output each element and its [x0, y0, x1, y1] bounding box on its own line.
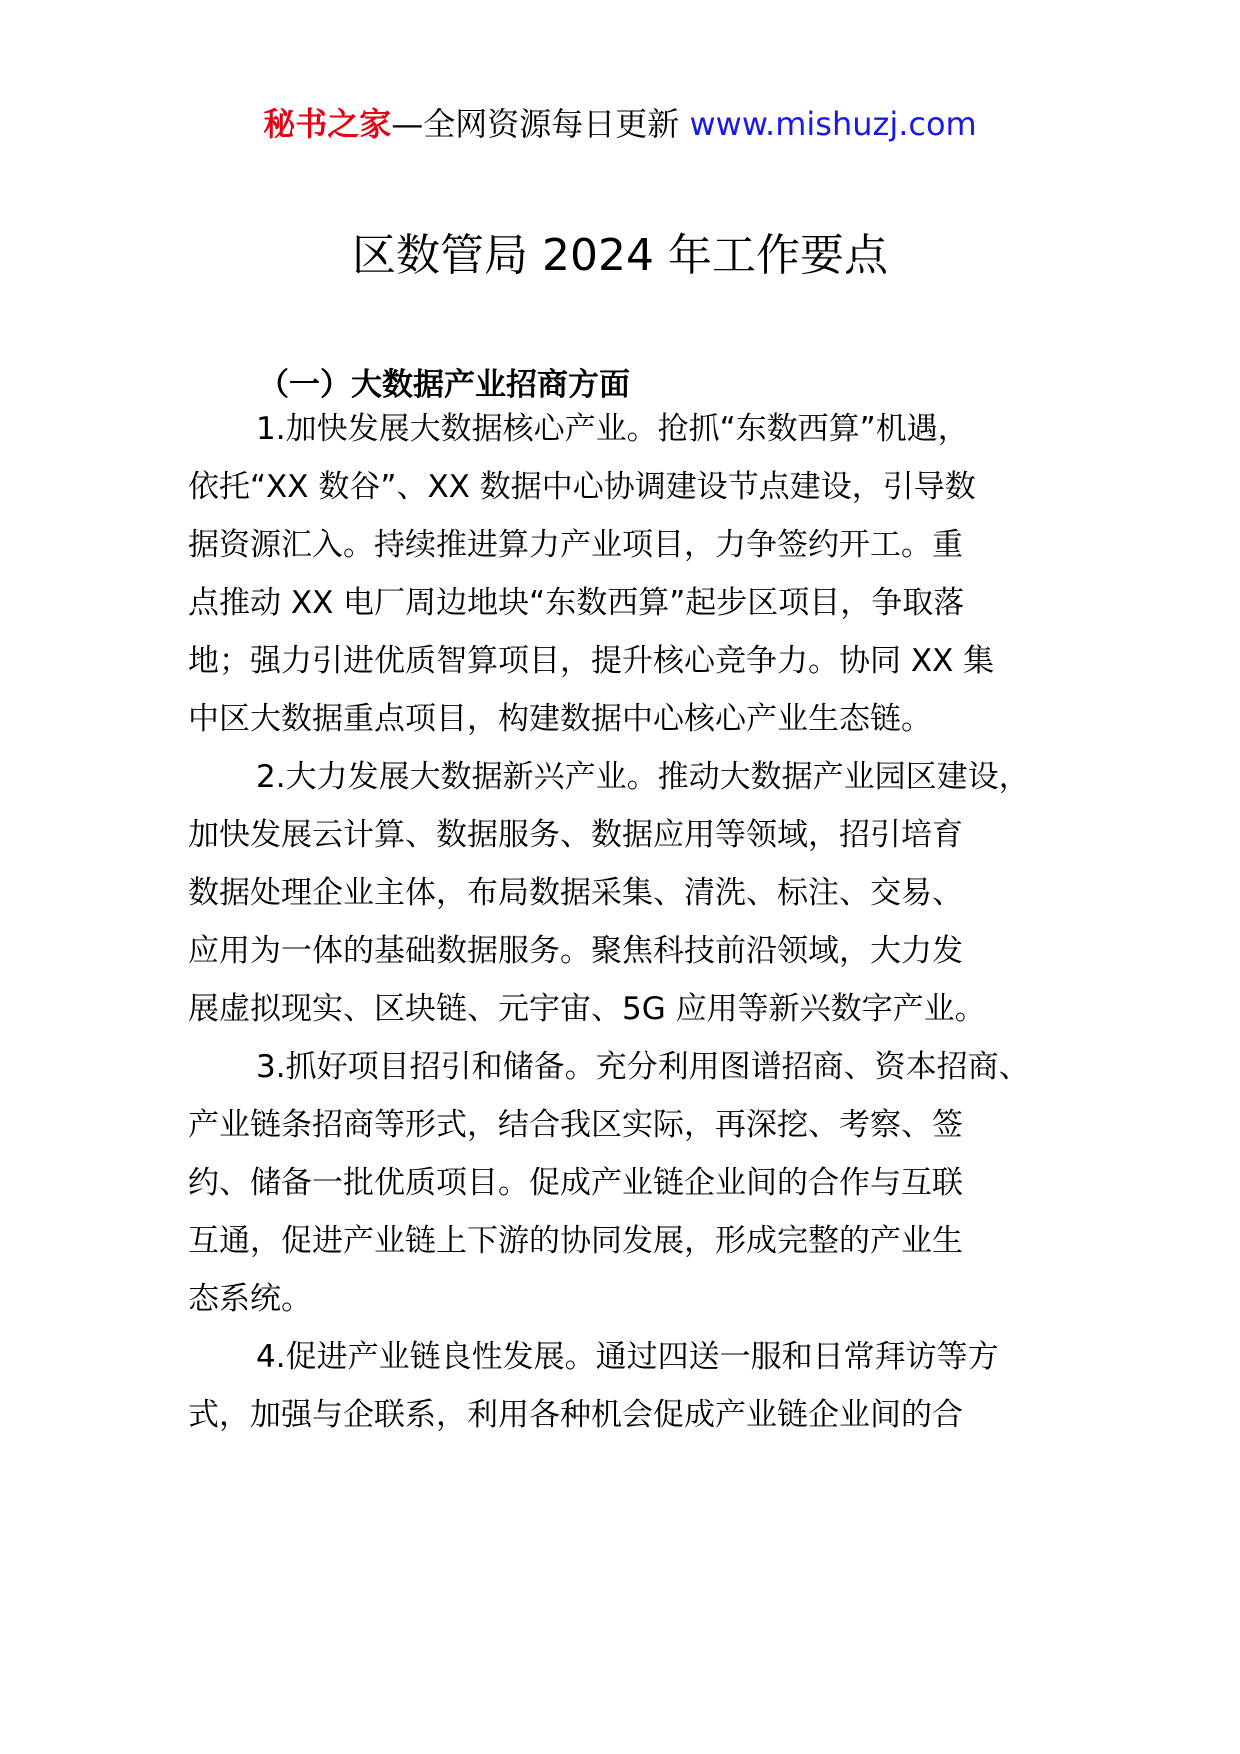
paragraph-2-line-1: 2.大力发展大数据新兴产业。推动大数据产业园区建设， [256, 759, 1030, 795]
paragraph-1-line-6: 中区大数据重点项目，构建数据中心核心产业生态链。 [188, 701, 932, 737]
paragraph-2-line-4: 应用为一体的基础数据服务。聚焦科技前沿领域，大力发 [188, 933, 963, 969]
paragraph-1-line-1: 1.加快发展大数据核心产业。抢抓“东数西算”机遇， [256, 411, 969, 447]
paragraph-4-line-2: 式，加强与企联系，利用各种机会促成产业链企业间的合 [188, 1397, 963, 1433]
paragraph-2-line-3: 数据处理企业主体，布局数据采集、清洗、标注、交易、 [188, 875, 963, 911]
paragraph-3-line-4: 互通，促进产业链上下游的协同发展，形成完整的产业生 [188, 1223, 963, 1259]
site-slogan: —全网资源每日更新 [391, 105, 690, 143]
paragraph-1-line-2: 依托“XX 数谷”、XX 数据中心协调建设节点建设，引导数 [188, 469, 976, 505]
site-url-link[interactable]: www.mishuzj.com [689, 105, 977, 143]
site-brand: 秘书之家 [263, 105, 392, 143]
paragraph-3-line-2: 产业链条招商等形式，结合我区实际，再深挖、考察、签 [188, 1107, 963, 1143]
paragraph-1-line-3: 据资源汇入。持续推进算力产业项目，力争签约开工。重 [188, 527, 963, 563]
paragraph-3-line-1: 3.抓好项目招引和储备。充分利用图谱招商、资本招商、 [256, 1049, 1030, 1085]
paragraph-1-line-5: 地；强力引进优质智算项目，提升核心竞争力。协同 XX 集 [188, 643, 995, 679]
document-title: 区数管局 2024 年工作要点 [352, 230, 888, 281]
paragraph-2-line-5: 展虚拟现实、区块链、元宇宙、5G 应用等新兴数字产业。 [188, 991, 986, 1027]
paragraph-2-line-2: 加快发展云计算、数据服务、数据应用等领域，招引培育 [188, 817, 963, 853]
section-heading: （一）大数据产业招商方面 [258, 367, 630, 403]
site-header [0, 102, 1240, 146]
paragraph-1-line-4: 点推动 XX 电厂周边地块“东数西算”起步区项目，争取落 [188, 585, 965, 621]
paragraph-3-line-3: 约、储备一批优质项目。促成产业链企业间的合作与互联 [188, 1165, 963, 1201]
paragraph-4-line-1: 4.促进产业链良性发展。通过四送一服和日常拜访等方 [256, 1339, 999, 1375]
paragraph-3-line-5: 态系统。 [188, 1281, 312, 1317]
